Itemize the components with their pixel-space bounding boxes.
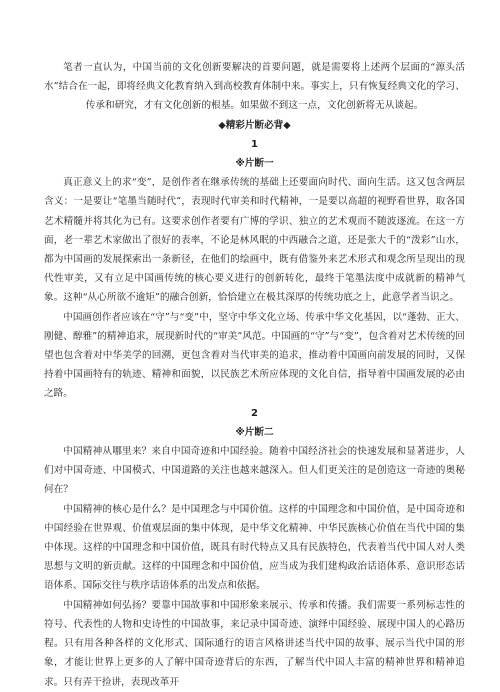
intro-paragraph: 笔者一直认为，中国当前的文化创新要解决的首要问题，就是需要将上述两个层面的“源头活水”结合在一起，即将经典文化教育纳入到高校教育体制中来。事实上，只有恢复经典文化的学习、传承和研究，才有文化创新的根基。如果做不到这一点，文化创新将无从谈起。 <box>44 62 465 112</box>
body-paragraph: 中国精神的核心是什么？是中国理念与中国价值。这样的中国理念和中国价值，是中国奇迹和中国经验在世界观、价值观层面的集中体现，是中华文化精神、中华民族核心价值在当代中国的集中体现。这样的中国理念和中国价值，既具有时代特点又具有民族特色，代表着当代中国人对人类思想与文明的新贡献。这样的中国理念和中国价值，应当成为我们建构政治话语体系、意识形态话语体系、国际交往与秩序话语体系的出发点和依据。 <box>44 503 465 592</box>
body-paragraph: 中国精神从哪里来？来自中国奇迹和中国经验。随着中国经济社会的快速发展和显著进步，人们对中国奇迹、中国模式、中国道路的关注也越来越深入。但人们更关注的是创造这一奇迹的奥秘何在？ <box>44 446 465 496</box>
body-paragraph: 中国精神如何弘扬？要靠中国故事和中国形象来展示、传承和传播。我们需要一系列标志性的符号、代表性的人物和史诗性的中国故事，来记录中国奇迹、演绎中国经验、展现中国人的心路历程。只有用各种各样的文化形式、国际通行的语言风格讲述当代中国的故事、展示当代中国的形象，才能让世界上更多的人了解中国奇迹背后的东西，了解当代中国人丰富的精神世界和精神追求。只有弄干捡讲，表现改革开 <box>44 599 465 688</box>
excerpt-title: ※片断一 <box>235 158 274 170</box>
excerpt-number: 2 <box>251 407 258 419</box>
excerpt-number: 1 <box>251 138 258 150</box>
excerpt-title: ※片断二 <box>235 426 274 438</box>
section-title: ◆精彩片断必背◆ <box>218 119 291 131</box>
body-paragraph: 中国画创作者应该在“守”与“变”中，坚守中华文化立场、传承中华文化基因，以“蓬勃、正大、刚健、醇雅”的精神追求，展现新时代的“审美”风范。中国画的“守”与“变”，包含着对艺术传统的回望也包含着对中华美学的回溯，更包含着对当代审美的追求，推动着中国画向前发展的同时，又保持着中国画特有的轨迹、精神和面貌，以民族艺术所应体现的文化自信，指导着中国画发展的必由之路。 <box>44 311 465 400</box>
document-page <box>44 58 465 692</box>
body-paragraph: 真正意义上的求“变”，是创作者在继承传统的基础上还要面向时代、面向生活。这又包含两层含义：一是要让“笔墨当随时代”，表现时代审美和时代精神，一是要以高超的视野看世界，取各国艺术精髓并将其化为已有。这要求创作者要有广博的学识、独立的艺术观而不随波逐流。在这一方面，老一辈艺术家做出了很好的表率，不论是林风眠的中西融合之道，还是张大千的“泼彩”山水，都为中国画的发展探索出一条新径，在他们的绘画中，既有借鉴外来艺术形式和观念所呈现出的现代性审美，又有立足中国画传统的核心要义进行的创新转化，最终于笔墨法度中成就新的精神气象。这种“从心所欲不逾矩”的融合创新，恰恰建立在极其深厚的传统功底之上，此意学者当识之。 <box>44 177 465 304</box>
